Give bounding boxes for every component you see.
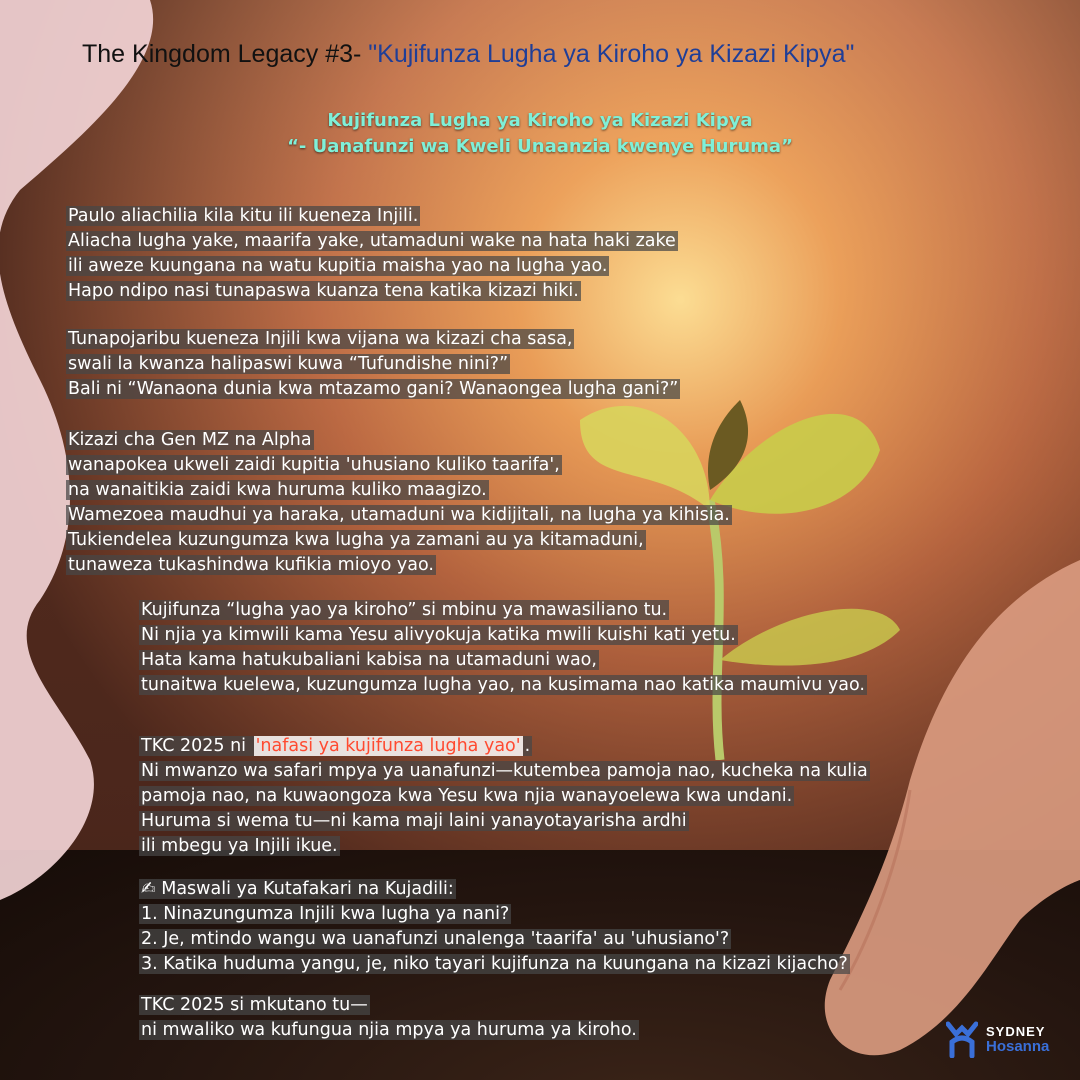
paragraph-4 <box>139 598 867 698</box>
page-title <box>82 40 1002 69</box>
text-line: wanapokea ukweli zaidi kupitia 'uhusiano kuliko taarifa', <box>68 455 560 475</box>
text-line: ili mbegu ya Injili ikue. <box>141 836 338 856</box>
text-line: Hapo ndipo nasi tunapaswa kuanza tena katika kizazi hiki. <box>68 281 579 301</box>
paragraph-2 <box>66 327 680 402</box>
paragraph-5 <box>139 734 870 859</box>
title-prefix: The Kingdom Legacy #3- <box>82 40 362 68</box>
text-line: Paulo aliachilia kila kitu ili kueneza Injili. <box>68 206 419 226</box>
text-line: 3. Katika huduma yangu, je, niko tayari kujifunza na kuungana na kizazi kijacho? <box>141 954 848 974</box>
text-line: ✍ Maswali ya Kutafakari na Kujadili: <box>141 879 454 899</box>
text-line: ni mwaliko wa kufungua njia mpya ya huruma ya kiroho. <box>141 1020 637 1040</box>
text-line: Kujifunza “lugha yao ya kiroho” si mbinu ya mawasiliano tu. <box>141 600 668 620</box>
text-line: Aliacha lugha yake, maarifa yake, utamaduni wake na hata haki zake <box>68 231 676 251</box>
title-quote: "Kujifunza Lugha ya Kiroho ya Kizazi Kipya" <box>368 40 855 68</box>
text-line: Tunapojaribu kueneza Injili kwa vijana wa kizazi cha sasa, <box>68 329 573 349</box>
text-line: TKC 2025 si mkutano tu— <box>141 995 368 1015</box>
text-line: Wamezoea maudhui ya haraka, utamaduni wa kidijitali, na lugha ya kihisia. <box>68 505 730 525</box>
text-line: pamoja nao, na kuwaongoza kwa Yesu kwa njia wanayoelewa kwa undani. <box>141 786 793 806</box>
paragraph-6-questions <box>139 877 850 977</box>
logo-text-bottom: Hosanna <box>986 1038 1050 1055</box>
subtitle-line-1: Kujifunza Lugha ya Kiroho ya Kizazi Kipya <box>327 110 753 131</box>
paragraph-1 <box>66 204 678 304</box>
text-line: Hata kama hatukubaliani kabisa na utamaduni wao, <box>141 650 597 670</box>
text-line: Tukiendelea kuzungumza kwa lugha ya zamani au ya kitamaduni, <box>68 530 644 550</box>
logo-text-top: SYDNEY <box>986 1024 1046 1039</box>
paragraph-7 <box>139 993 639 1043</box>
text-line: 1. Ninazungumza Injili kwa lugha ya nani? <box>141 904 510 924</box>
text-line: TKC 2025 ni 'nafasi ya kujifunza lugha yao' . <box>141 736 531 756</box>
text-line: na wanaitikia zaidi kwa huruma kuliko maagizo. <box>68 480 487 500</box>
paragraph-3 <box>66 428 732 578</box>
text-line: tunaitwa kuelewa, kuzungumza lugha yao, na kusimama nao katika maumivu yao. <box>141 675 865 695</box>
subtitle-line-2: “- Uanafunzi wa Kweli Unaanzia kwenye Huruma” <box>287 136 793 157</box>
text-line: swali la kwanza halipaswi kuwa “Tufundishe nini?” <box>68 354 509 374</box>
text-line: ili aweze kuungana na watu kupitia maisha yao na lugha yao. <box>68 256 608 276</box>
sydney-hosanna-logo <box>946 1018 1066 1062</box>
text-line: tunaweza tukashindwa kufikia mioyo yao. <box>68 555 434 575</box>
text-line: Huruma si wema tu—ni kama maji laini yanayotayarisha ardhi <box>141 811 687 831</box>
text-line: Ni njia ya kimwili kama Yesu alivyokuja katika mwili kuishi kati yetu. <box>141 625 736 645</box>
highlighted-phrase: 'nafasi ya kujifunza lugha yao' <box>255 736 521 756</box>
text-line: Ni mwanzo wa safari mpya ya uanafunzi—kutembea pamoja nao, kucheka na kulia <box>141 761 868 781</box>
text-line: Kizazi cha Gen MZ na Alpha <box>68 430 312 450</box>
text-line: Bali ni “Wanaona dunia kwa mtazamo gani? Wanaongea lugha gani?” <box>68 379 679 399</box>
text-line: 2. Je, mtindo wangu wa uanafunzi unalenga 'taarifa' au 'uhusiano'? <box>141 929 730 949</box>
logo-mark-icon <box>946 1020 978 1058</box>
